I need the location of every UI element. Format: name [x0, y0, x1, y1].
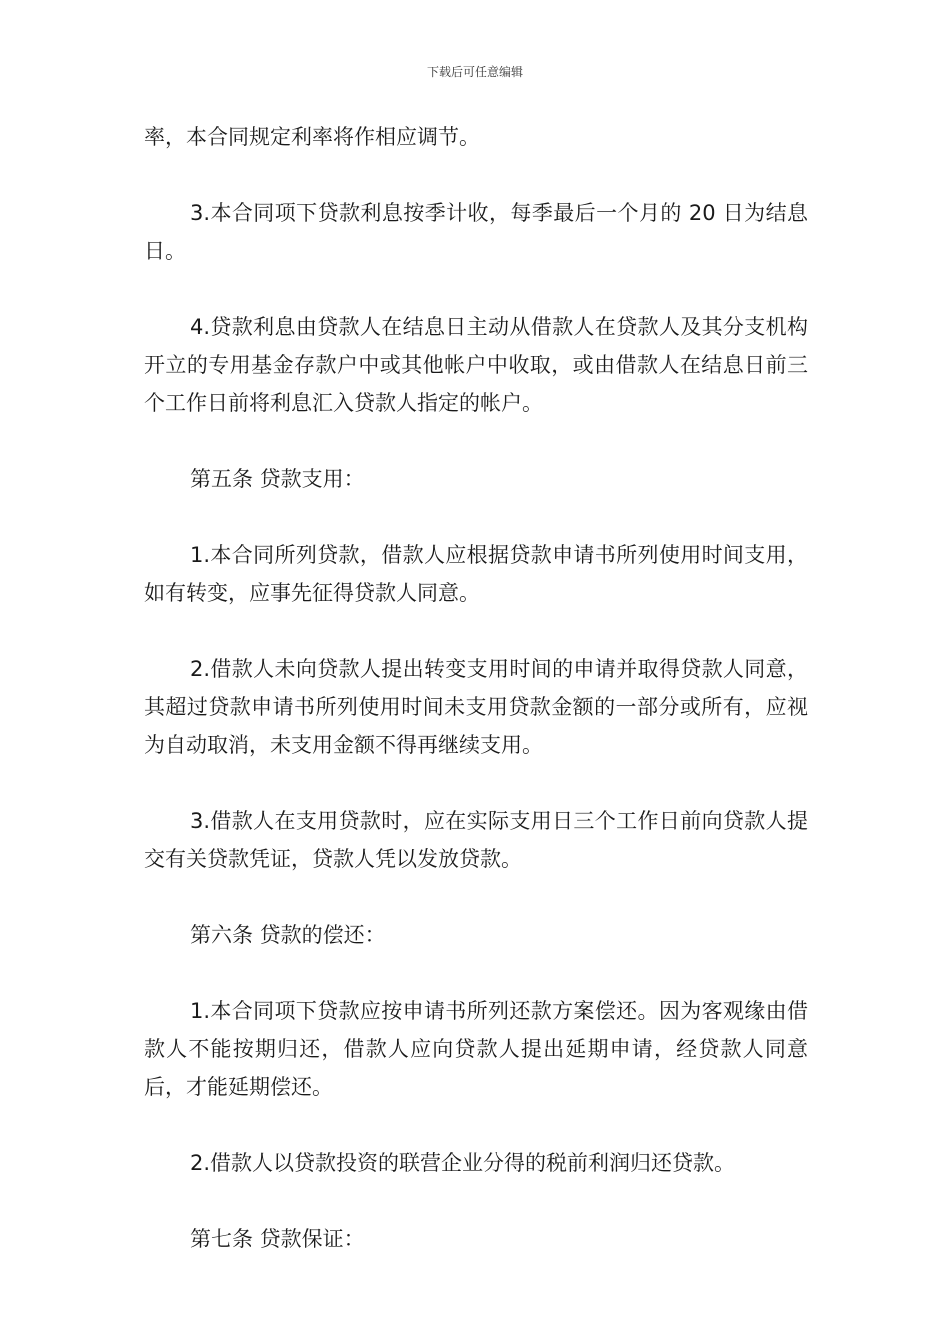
paragraph-gap: [144, 1182, 808, 1220]
paragraph-gap: [144, 1106, 808, 1144]
paragraph: 1.本合同所列贷款，借款人应根据贷款申请书所列使用时间支用，如有转变，应事先征得贷款人同意。: [144, 543, 808, 605]
paragraph-gap: [144, 764, 808, 802]
paragraph-gap: [144, 612, 808, 650]
section-heading: 第五条 贷款支用：: [190, 467, 365, 491]
section-heading: 第七条 贷款保证：: [190, 1227, 365, 1251]
paragraph: 3.借款人在支用贷款时，应在实际支用日三个工作日前向贷款人提交有关贷款凭证，贷款人凭以发放贷款。: [144, 809, 808, 871]
paragraph: 率，本合同规定利率将作相应调节。: [144, 125, 480, 149]
paragraph: 4.贷款利息由贷款人在结息日主动从借款人在贷款人及其分支机构开立的专用基金存款户中或其他帐户中收取，或由借款人在结息日前三个工作日前将利息汇入贷款人指定的帐户。: [144, 315, 808, 415]
paragraph: 2.借款人以贷款投资的联营企业分得的税前利润归还贷款。: [190, 1151, 736, 1175]
paragraph-gap: [144, 954, 808, 992]
paragraph: 3.本合同项下贷款利息按季计收，每季最后一个月的 20 日为结息日。: [144, 201, 808, 263]
paragraph-gap: [144, 156, 808, 194]
paragraph-gap: [144, 270, 808, 308]
paragraph: 1.本合同项下贷款应按申请书所列还款方案偿还。因为客观缘由借款人不能按期归还，借款人应向贷款人提出延期申请，经贷款人同意后，才能延期偿还。: [144, 999, 808, 1099]
paragraph: 2.借款人未向贷款人提出转变支用时间的申请并取得贷款人同意，其超过贷款申请书所列使用时间未支用贷款金额的一部分或所有，应视为自动取消，未支用金额不得再继续支用。: [144, 657, 808, 757]
document-body: [144, 118, 808, 1258]
paragraph-gap: [144, 498, 808, 536]
section-heading: 第六条 贷款的偿还：: [190, 923, 386, 947]
paragraph-gap: [144, 422, 808, 460]
page-header: 下载后可任意编辑: [426, 65, 523, 79]
paragraph-gap: [144, 878, 808, 916]
